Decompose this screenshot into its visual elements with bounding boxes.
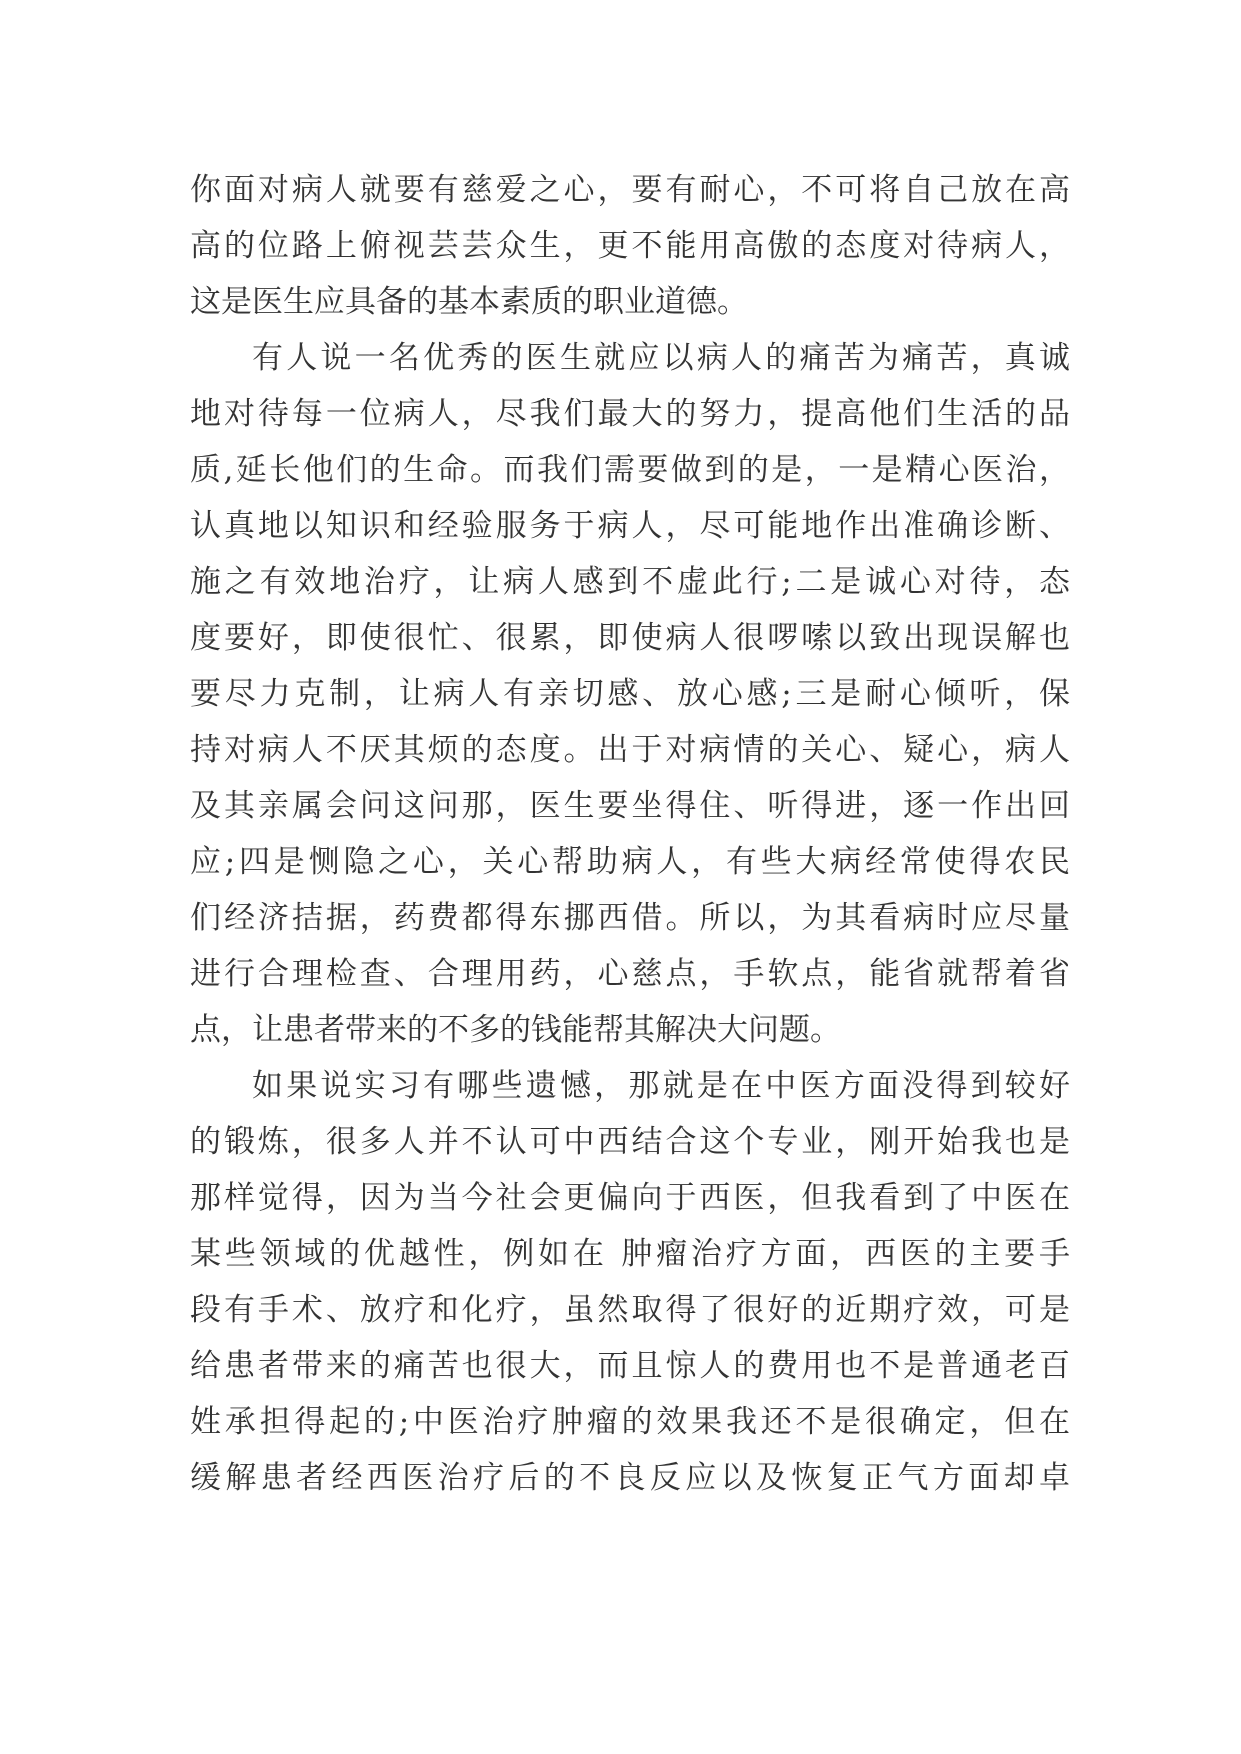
text-line: 如果说实习有哪些遗憾，那就是在中医方面没得到较好 bbox=[252, 1068, 1070, 1104]
text-line: 给患者带来的痛苦也很大，而且惊人的费用也不是普通老百 bbox=[190, 1348, 1070, 1384]
text-line: 们经济拮据，药费都得东挪西借。所以，为其看病时应尽量 bbox=[190, 900, 1070, 936]
text-line: 姓承担得起的;中医治疗肿瘤的效果我还不是很确定，但在 bbox=[190, 1404, 1070, 1440]
text-line: 认真地以知识和经验服务于病人，尽可能地作出准确诊断、 bbox=[190, 508, 1070, 544]
paragraph-2 bbox=[190, 330, 1070, 1058]
text-line: 施之有效地治疗，让病人感到不虚此行;二是诚心对待，态 bbox=[190, 564, 1070, 600]
text-line: 应;四是恻隐之心，关心帮助病人，有些大病经常使得农民 bbox=[190, 844, 1070, 880]
text-line: 进行合理检查、合理用药，心慈点，手软点，能省就帮着省 bbox=[190, 956, 1070, 992]
text-line: 高的位路上俯视芸芸众生，更不能用高傲的态度对待病人， bbox=[190, 228, 1070, 264]
text-line: 某些领域的优越性，例如在 肿瘤治疗方面，西医的主要手 bbox=[190, 1236, 1070, 1272]
text-line: 缓解患者经西医治疗后的不良反应以及恢复正气方面却卓 bbox=[190, 1460, 1070, 1496]
body-text bbox=[190, 162, 1070, 1506]
text-line: 地对待每一位病人，尽我们最大的努力，提高他们生活的品 bbox=[190, 396, 1070, 432]
text-line: 持对病人不厌其烦的态度。出于对病情的关心、疑心，病人 bbox=[190, 732, 1070, 768]
paragraph-3 bbox=[190, 1058, 1070, 1506]
text-line: 那样觉得，因为当今社会更偏向于西医，但我看到了中医在 bbox=[190, 1180, 1070, 1216]
text-line: 有人说一名优秀的医生就应以病人的痛苦为痛苦，真诚 bbox=[252, 340, 1070, 376]
paragraph-1 bbox=[190, 162, 1070, 330]
text-line: 要尽力克制，让病人有亲切感、放心感;三是耐心倾听，保 bbox=[190, 676, 1070, 712]
text-line: 段有手术、放疗和化疗，虽然取得了很好的近期疗效，可是 bbox=[190, 1292, 1070, 1328]
text-line: 这是医生应具备的基本素质的职业道德。 bbox=[190, 284, 748, 320]
text-line: 质,延长他们的生命。而我们需要做到的是，一是精心医治， bbox=[190, 452, 1070, 488]
text-line: 的锻炼，很多人并不认可中西结合这个专业，刚开始我也是 bbox=[190, 1124, 1070, 1160]
text-line: 及其亲属会问这问那，医生要坐得住、听得进，逐一作出回 bbox=[190, 788, 1070, 824]
text-line: 点，让患者带来的不多的钱能帮其解决大问题。 bbox=[190, 1012, 841, 1048]
text-line: 你面对病人就要有慈爱之心，要有耐心，不可将自己放在高 bbox=[190, 172, 1070, 208]
text-line: 度要好，即使很忙、很累，即使病人很啰嗦以致出现误解也 bbox=[190, 620, 1070, 656]
